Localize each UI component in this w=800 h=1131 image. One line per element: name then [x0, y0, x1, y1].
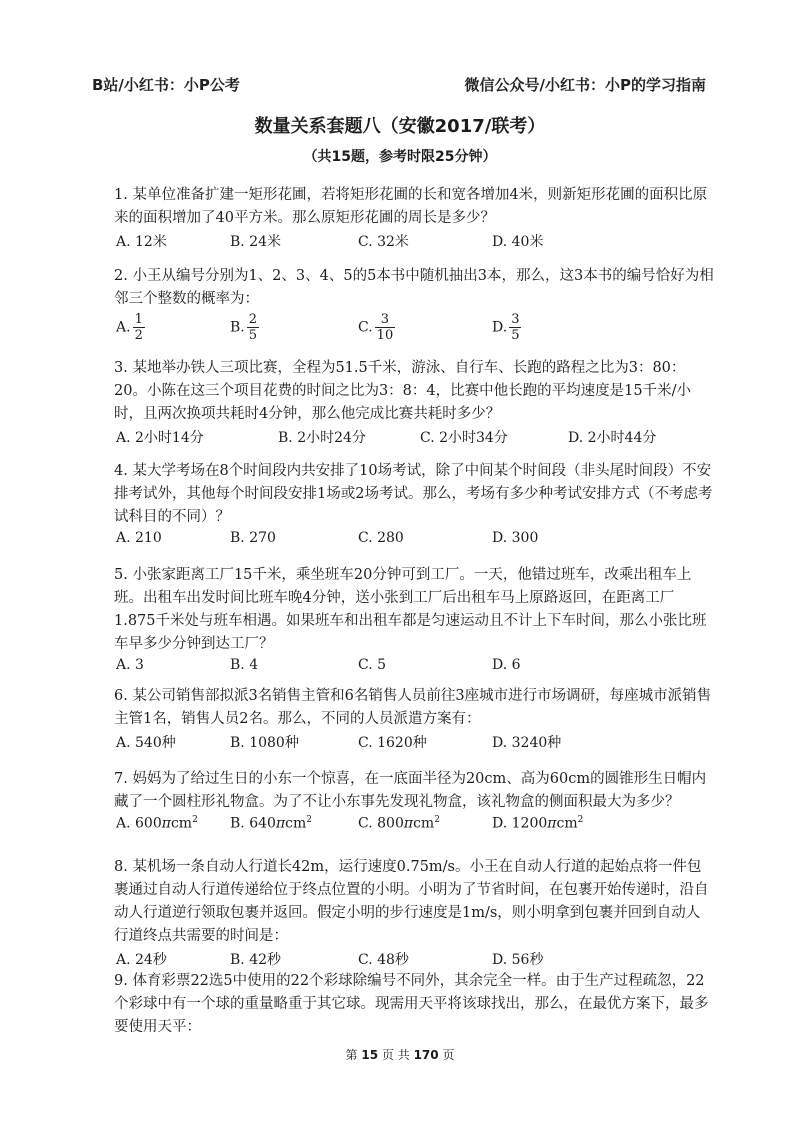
question-stem: 2. 小王从编号分别为1、2、3、4、5的5本书中随机抽出3本，那么，这3本书的编号恰好为相邻三个整数的概率为： — [114, 268, 714, 307]
question-stem: 5. 小张家距离工厂15千米，乘坐班车20分钟可到工厂。一天，他错过班车，改乘出租车上班。出租车出发时间比班车晚4分钟，送小张到工厂后出租车马上原路返回，在距离工厂1.875千米处与班车相遇。如果班车和出租车都是匀速运动且不计上下车时间，那么小张比班车早多少分钟到达工厂？ — [114, 567, 707, 652]
question-6 — [114, 685, 714, 756]
footer-middle: 页 共 — [381, 1048, 410, 1062]
option-unit: cm — [170, 815, 193, 832]
pi-symbol: π — [161, 815, 171, 832]
option-c: C. 2小时34分 — [420, 430, 508, 446]
question-3 — [114, 357, 714, 451]
option-c — [358, 815, 440, 832]
option-c: C. 32米 — [358, 234, 409, 250]
options-row — [114, 530, 714, 554]
options-row — [114, 312, 714, 352]
question-stem: 7. 妈妈为了给过生日的小东一个惊喜，在一底面半径为20cm、高为60cm的圆锥形生日帽内藏了一个圆柱形礼物盒。为了不让小东事先发现礼物盒，该礼物盒的侧面积最大为多少？ — [114, 771, 707, 810]
option-d: D. 6 — [492, 657, 521, 673]
page-footer — [0, 1046, 800, 1063]
option-b — [230, 312, 259, 343]
denominator: 10 — [376, 328, 394, 343]
question-5 — [114, 564, 714, 681]
option-value: 800 — [377, 815, 404, 832]
denominator: 5 — [511, 328, 520, 343]
exponent: 2 — [192, 815, 198, 825]
current-page: 15 — [361, 1048, 379, 1062]
question-stem: 4. 某大学考场在8个时间段内共安排了10场考试，除了中间某个时间段（非头尾时间段）不安排考试外，其他每个时间段安排1场或2场考试。那么，考场有多少种考试安排方式（不考虑考试科目的不同）？ — [114, 463, 713, 525]
option-c: C. 5 — [358, 657, 387, 673]
page-title: 数量关系套题八（安徽2017/联考） — [254, 116, 546, 137]
options-row — [114, 732, 714, 756]
pi-symbol: π — [275, 815, 286, 832]
exponent: 2 — [434, 815, 440, 825]
option-a — [116, 815, 198, 832]
options-row — [114, 427, 714, 451]
option-a: A. 12米 — [116, 234, 167, 250]
option-letter: D. — [492, 319, 508, 336]
footer-suffix: 页 — [442, 1048, 455, 1062]
question-stem: 9. 体育彩票22选5中使用的22个彩球除编号不同外，其余完全一样。由于生产过程疏忽，22个彩球中有一个球的重量略重于其它球。现需用天平将该球找出，那么，在最优方案下，最多要使用天平： — [114, 973, 709, 1035]
numerator: 1 — [134, 312, 143, 327]
option-a: A. 24秒 — [116, 952, 167, 968]
question-stem: 8. 某机场一条自动人行道长42m，运行速度0.75m/s。小王在自动人行道的起始点将一件包裹通过自动人行道传递给位于终点位置的小明。小明为了节省时间，在包裹开始传递时，沿自动人行道逆行领取包裹并返回。假定小明的步行速度是1m/s，则小明拿到包裹并回到自动人行道终点共需要的时间是： — [114, 859, 709, 944]
option-letter: D. — [492, 815, 508, 832]
header-right: 微信公众号/小红书：小P的学习指南 — [464, 76, 706, 94]
page-subtitle: （共15题，参考时限25分钟） — [303, 149, 497, 165]
exponent: 2 — [577, 815, 584, 825]
footer-prefix: 第 — [345, 1048, 358, 1062]
numerator: 3 — [375, 312, 396, 328]
option-b — [230, 815, 312, 832]
option-a: A. 540种 — [116, 735, 176, 751]
option-c: C. 280 — [358, 530, 404, 546]
option-letter: A. — [116, 319, 131, 336]
option-b: B. 4 — [230, 657, 259, 673]
total-pages: 170 — [413, 1048, 439, 1062]
header-left: B站/小红书：小P公考 — [92, 76, 240, 94]
question-stem: 6. 某公司销售部拟派3名销售主管和6名销售人员前往3座城市进行市场调研，每座城市派销售主管1名，销售人员2名。那么，不同的人员派遣方案有： — [114, 688, 712, 727]
option-b: B. 270 — [230, 530, 276, 546]
option-letter: C. — [358, 319, 373, 336]
option-a: A. 210 — [116, 530, 162, 546]
options-row — [114, 815, 714, 839]
option-d: D. 300 — [492, 530, 539, 546]
pi-symbol: π — [547, 815, 557, 832]
option-d: D. 40米 — [492, 234, 544, 250]
option-unit: cm — [413, 815, 435, 832]
option-d: D. 2小时44分 — [568, 430, 657, 446]
options-row — [114, 231, 714, 255]
denominator: 5 — [248, 328, 258, 343]
question-2 — [114, 265, 714, 352]
option-letter: C. — [358, 815, 373, 832]
option-d — [492, 815, 583, 832]
exponent: 2 — [306, 815, 312, 825]
question-stem: 1. 某单位准备扩建一矩形花圃，若将矩形花圃的长和宽各增加4米，则新矩形花圃的面积比原来的面积增加了40平方米。那么原矩形花圃的周长是多少？ — [114, 187, 708, 226]
pi-symbol: π — [403, 815, 414, 832]
option-d — [492, 312, 521, 343]
question-9 — [114, 970, 714, 1039]
options-row — [114, 657, 714, 681]
fraction — [133, 312, 145, 343]
option-a: A. 3 — [116, 657, 144, 673]
question-8 — [114, 856, 714, 973]
option-value: 640 — [249, 815, 276, 832]
option-d: D. 56秒 — [492, 952, 544, 968]
numerator: 2 — [248, 312, 258, 327]
option-unit: cm — [556, 815, 578, 832]
option-b: B. 2小时24分 — [278, 430, 366, 446]
option-letter: B. — [230, 815, 245, 832]
fraction — [509, 312, 521, 343]
option-b: B. 24米 — [230, 234, 282, 250]
option-c: C. 1620种 — [358, 735, 427, 751]
fraction — [247, 312, 259, 343]
option-d: D. 3240种 — [492, 735, 562, 751]
option-b: B. 1080种 — [230, 735, 299, 751]
denominator: 2 — [134, 328, 143, 343]
question-1 — [114, 184, 714, 255]
option-b: B. 42秒 — [230, 952, 282, 968]
question-stem: 3. 某地举办铁人三项比赛，全程为51.5千米，游泳、自行车、长跑的路程之比为3：80：20。小陈在这三个项目花费的时间之比为3：8：4，比赛中他长跑的平均速度是15千米/小时，且两次换项共耗时4分钟，那么他完成比赛共耗时多少？ — [114, 360, 691, 422]
option-c — [358, 312, 395, 343]
option-letter: A. — [116, 815, 131, 832]
option-value: 1200 — [511, 815, 548, 832]
question-4 — [114, 460, 714, 554]
numerator: 3 — [511, 312, 520, 327]
option-unit: cm — [285, 815, 307, 832]
option-value: 600 — [135, 815, 162, 832]
option-a: A. 2小时14分 — [116, 430, 204, 446]
option-letter: B. — [230, 319, 245, 336]
option-a — [116, 312, 145, 343]
question-7 — [114, 768, 714, 839]
option-c: C. 48秒 — [358, 952, 409, 968]
fraction — [375, 312, 396, 343]
